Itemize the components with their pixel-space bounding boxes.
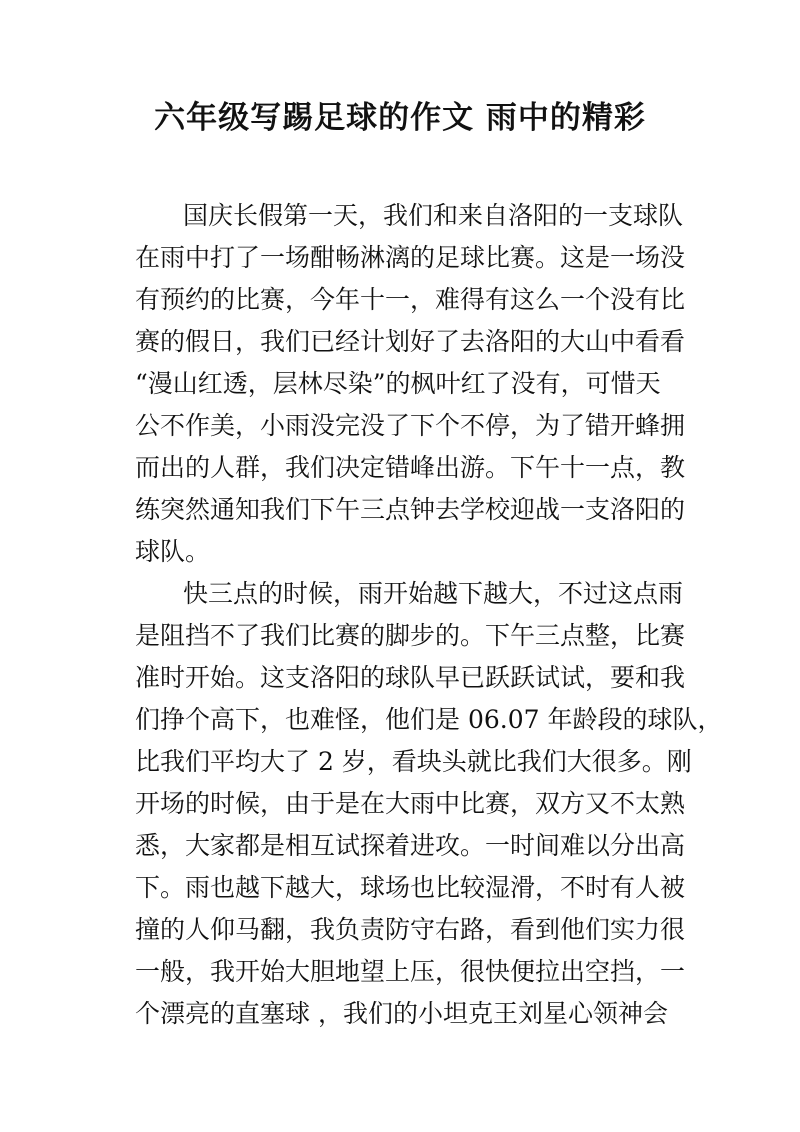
paragraph-1-line-9: 球队。 (135, 537, 211, 566)
paragraph-1-line-8: 练突然通知我们下午三点钟去学校迎战一支洛阳的 (135, 495, 686, 524)
paragraph-2-line-6: 开场的时候，由于是在大雨中比赛，双方又不太熟 (135, 789, 686, 818)
paragraph-2-line-7: 悉，大家都是相互试探着进攻。一时间难以分出高 (135, 831, 686, 860)
paragraph-1-line-4: 赛的假日，我们已经计划好了去洛阳的大山中看看 (135, 327, 686, 356)
paragraph-2-line-11: 个漂亮的直塞球 ，我们的小坦克王刘星心领神会 (135, 999, 668, 1028)
paragraph-2-line-10: 一般，我开始大胆地望上压，很快便拉出空挡，一 (135, 957, 686, 986)
paragraph-1-line-2: 在雨中打了一场酣畅淋漓的足球比赛。这是一场没 (135, 243, 686, 272)
paragraph-2-line-5: 比我们平均大了 2 岁，看块头就比我们大很多。刚 (135, 747, 692, 776)
paragraph-2-line-8: 下。雨也越下越大，球场也比较湿滑，不时有人被 (135, 873, 686, 902)
paragraph-1-line-7: 而出的人群，我们决定错峰出游。下午十一点，教 (135, 453, 686, 482)
paragraph-2-line-9: 撞的人仰马翻，我负责防守右路，看到他们实力很 (135, 915, 686, 944)
paragraph-1-line-5: “漫山红透，层林尽染”的枫叶红了没有，可惜天 (135, 369, 661, 398)
paragraph-2-line-3: 准时开始。这支洛阳的球队早已跃跃试试，要和我 (135, 663, 686, 692)
paragraph-1-line-6: 公不作美，小雨没完没了下个不停，为了错开蜂拥 (135, 411, 686, 440)
paragraph-2-line-1: 快三点的时候，雨开始越下越大，不过这点雨 (183, 579, 684, 608)
document-body (135, 195, 723, 1035)
paragraph-1-line-1: 国庆长假第一天，我们和来自洛阳的一支球队 (183, 201, 684, 230)
paragraph-2-line-2: 是阻挡不了我们比赛的脚步的。下午三点整，比赛 (135, 621, 686, 650)
document-title: 六年级写踢足球的作文 雨中的精彩 (154, 100, 646, 136)
paragraph-1-line-3: 有预约的比赛，今年十一，难得有这么一个没有比 (135, 285, 686, 314)
paragraph-2-line-4: 们挣个高下，也难怪，他们是 06.07 年龄段的球队， (135, 705, 723, 734)
